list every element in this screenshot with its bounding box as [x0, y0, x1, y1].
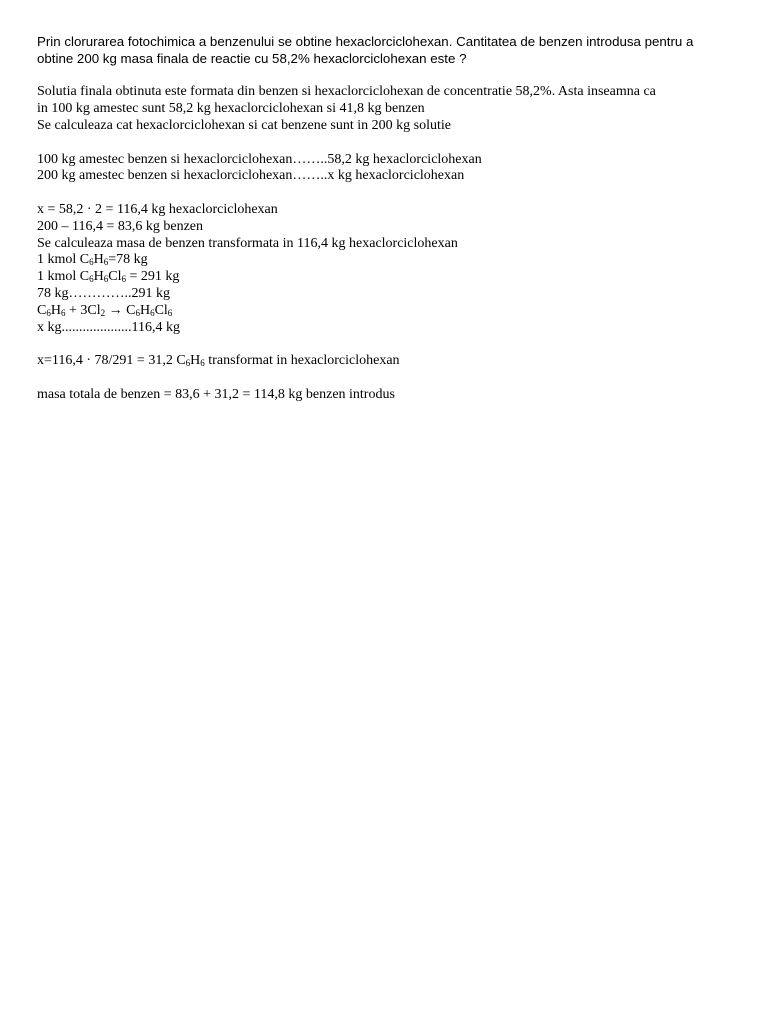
- kmol-hcch-suffix: = 291 kg: [125, 269, 180, 285]
- calc-benzen-line: 200 – 116,4 = 83,6 kg benzen: [37, 218, 204, 234]
- spacer: [37, 336, 737, 353]
- kmol-benzen-suffix: =78 kg: [108, 252, 148, 268]
- spacer: [37, 370, 737, 387]
- element-symbol: H: [190, 353, 201, 369]
- kmol-benzen-line: [37, 252, 737, 269]
- subscript: 6: [60, 307, 66, 318]
- reaction-reagent: + 3Cl: [65, 302, 101, 318]
- explanation-line-1: Solutia finala obtinuta este formata din benzen si hexaclorciclohexan de concentratie 58,2%. Asta inseamna ca: [37, 84, 656, 100]
- subscript: 6: [150, 307, 155, 318]
- reaction-arrow: → C: [105, 302, 136, 318]
- subscript: 6: [167, 307, 173, 318]
- subscript: 6: [185, 358, 191, 369]
- subscript: 6: [103, 257, 109, 268]
- element-symbol: Cl: [154, 302, 168, 318]
- element-symbol: H: [93, 269, 104, 285]
- result-suffix: transformat in hexaclorciclohexan: [204, 353, 400, 369]
- element-symbol: Cl: [108, 269, 122, 285]
- spacer: [37, 68, 737, 85]
- proportion-line-1: 100 kg amestec benzen si hexaclorciclohexan……..58,2 kg hexaclorciclohexan: [37, 151, 482, 167]
- x-kg-line: x kg....................116,4 kg: [37, 319, 180, 335]
- question-line-1: Prin clorurarea fotochimica a benzenului se obtine hexaclorciclohexan. Cantitatea de benzen introdusa pentru a: [37, 34, 694, 49]
- spacer: [37, 135, 737, 152]
- element-symbol: H: [50, 302, 61, 318]
- result-line: [37, 353, 737, 370]
- subscript: 2: [100, 307, 106, 318]
- kmol-hcch-line: [37, 269, 737, 286]
- subscript: 6: [121, 274, 126, 285]
- element-symbol: H: [93, 252, 104, 268]
- element-symbol: H: [139, 302, 151, 318]
- kmol-benzen-prefix: 1 kmol C: [37, 252, 90, 268]
- subscript: 6: [135, 307, 140, 318]
- subscript: 6: [89, 257, 94, 268]
- subscript: 6: [103, 274, 109, 285]
- result-prefix: x=116,4 · 78/291 = 31,2 C: [37, 353, 186, 369]
- document-page: [37, 34, 737, 404]
- explanation-line-3: Se calculeaza cat hexaclorciclohexan si cat benzene sunt in 200 kg solutie: [37, 117, 451, 133]
- ratio-line: 78 kg…………..291 kg: [37, 285, 170, 301]
- question-line-2: obtine 200 kg masa finala de reactie cu 58,2% hexaclorciclohexan este ?: [37, 50, 467, 66]
- element-symbol: C: [37, 302, 47, 318]
- spacer: [37, 185, 737, 202]
- calc-x-line: x = 58,2 · 2 = 116,4 kg hexaclorciclohexan: [37, 201, 278, 217]
- subscript: 6: [46, 307, 51, 318]
- subscript: 6: [89, 274, 94, 285]
- calc-mass-line: Se calculeaza masa de benzen transformata in 116,4 kg hexaclorciclohexan: [37, 235, 458, 251]
- explanation-line-2: in 100 kg amestec sunt 58,2 kg hexaclorciclohexan si 41,8 kg benzen: [37, 101, 425, 117]
- kmol-hcch-prefix: 1 kmol C: [37, 269, 90, 285]
- reaction-equation: [37, 303, 737, 320]
- subscript: 6: [200, 358, 205, 369]
- proportion-line-2: 200 kg amestec benzen si hexaclorciclohexan……..x kg hexaclorciclohexan: [37, 168, 465, 184]
- total-line: masa totala de benzen = 83,6 + 31,2 = 114,8 kg benzen introdus: [37, 386, 395, 402]
